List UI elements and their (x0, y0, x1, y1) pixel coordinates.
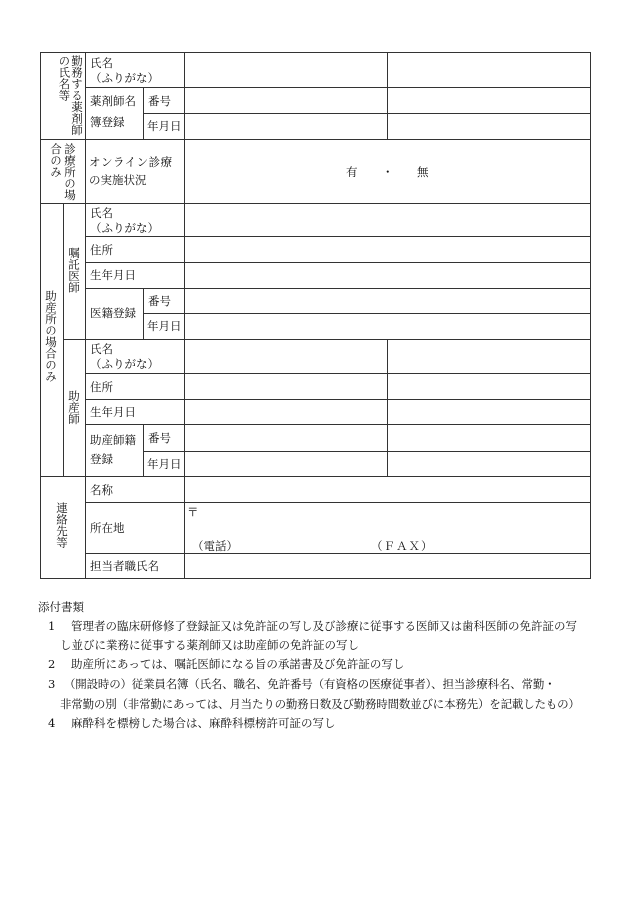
doctor-number-label: 番号 (148, 294, 171, 308)
option-yes[interactable]: 有 (346, 165, 358, 179)
option-separator: ・ (382, 165, 394, 179)
midwife-name-field-1[interactable] (185, 340, 387, 373)
contact-location-field[interactable] (185, 503, 590, 553)
doctor-section-label: 嘱託医師 (67, 247, 81, 293)
pharmacist-name-label: 氏名 (90, 56, 113, 70)
doctor-address-field[interactable] (185, 237, 590, 262)
contact-person-field[interactable] (185, 554, 590, 578)
midwife-section-label: 助産師 (67, 390, 81, 425)
contact-name-field[interactable] (185, 477, 590, 502)
pharmacist-number-field-1[interactable] (185, 88, 387, 113)
phone-label: （電話） (192, 539, 238, 553)
attachments-title: 添付書類 (38, 600, 84, 614)
online-clinic-label-2: の実施状況 (89, 173, 147, 187)
midwife-date-field-2[interactable] (388, 452, 590, 476)
online-clinic-label: オンライン診療 (89, 155, 173, 169)
pharmacist-name-field-1[interactable] (185, 53, 387, 87)
online-clinic-options[interactable] (185, 140, 590, 203)
doctor-date-label: 年月日 (147, 319, 182, 333)
midwife-birth-label: 生年月日 (90, 405, 136, 419)
midwife-number-field-2[interactable] (388, 425, 590, 451)
midwife-name-field-2[interactable] (388, 340, 590, 373)
pharmacist-number-label: 番号 (148, 94, 171, 108)
clinic-section-label: 診療所の場合のみ (49, 143, 77, 201)
midwife-registry-label-2: 登録 (90, 452, 113, 466)
pharmacist-name-kana: （ふりがな） (90, 71, 159, 85)
doctor-birth-label: 生年月日 (90, 268, 136, 282)
contact-name-label: 名称 (90, 483, 113, 497)
midwife-number-field-1[interactable] (185, 425, 387, 451)
doctor-name-field[interactable] (185, 204, 590, 236)
pharmacist-date-field-1[interactable] (185, 114, 387, 139)
pharmacist-registry-label: 薬剤師名 (90, 94, 136, 108)
midwife-address-field-1[interactable] (185, 374, 387, 399)
contact-person-label: 担当者職氏名 (90, 559, 159, 573)
pharmacist-date-field-2[interactable] (388, 114, 590, 139)
pharmacist-registry-label-2: 簿登録 (90, 115, 125, 129)
pharmacist-date-label: 年月日 (147, 119, 182, 133)
doctor-address-label: 住所 (90, 243, 113, 257)
contact-section-label: 連絡先等 (55, 502, 69, 548)
contact-location-label: 所在地 (90, 521, 125, 535)
pharmacist-number-field-2[interactable] (388, 88, 590, 113)
attachment-4-num: 4 (48, 716, 56, 730)
option-no[interactable]: 無 (417, 165, 429, 179)
pharmacist-name-field-2[interactable] (388, 53, 590, 87)
doctor-birth-field[interactable] (185, 263, 590, 288)
attachment-1-text: 管理者の臨床研修修了登録証又は免許証の写し及び診療に従事する医師又は歯科医師の免許証の写 (71, 619, 577, 633)
attachment-3-text-cont: 非常勤の別（非常勤にあっては、月当たりの勤務日数及び勤務時間数並びに本務先）を記載したもの） (60, 697, 580, 711)
attachment-2-text: 助産所にあっては、嘱託医師になる旨の承諾書及び免許証の写し (71, 657, 405, 671)
attachment-1-text-cont: し並びに業務に従事する薬剤師又は助産師の免許証の写し (60, 638, 359, 652)
doctor-name-kana: （ふりがな） (90, 221, 159, 235)
midwife-date-field-1[interactable] (185, 452, 387, 476)
attachment-1-num: 1 (48, 619, 56, 633)
midwife-date-label: 年月日 (147, 457, 182, 471)
doctor-number-field[interactable] (185, 289, 590, 313)
doctor-registry-label: 医籍登録 (90, 306, 136, 320)
fax-label: （ＦＡＸ） (371, 539, 434, 553)
midwife-number-label: 番号 (148, 431, 171, 445)
midwifery-section-label: 助産所の場合のみ (44, 290, 58, 382)
attachment-2-num: 2 (48, 657, 56, 671)
attachment-3-num: 3 (48, 677, 56, 691)
midwife-name-kana: （ふりがな） (90, 357, 159, 371)
midwife-birth-field-2[interactable] (388, 400, 590, 424)
midwife-registry-label: 助産師籍 (90, 433, 136, 447)
doctor-name-label: 氏名 (90, 206, 113, 220)
midwife-address-label: 住所 (90, 380, 113, 394)
attachment-4-text: 麻酔科を標榜した場合は、麻酔科標榜許可証の写し (71, 716, 336, 730)
midwife-name-label: 氏名 (90, 342, 113, 356)
postal-mark: 〒 (187, 505, 199, 519)
midwife-address-field-2[interactable] (388, 374, 590, 399)
pharmacist-section-label: 勤務する薬剤師の氏名等 (57, 55, 84, 136)
midwife-birth-field-1[interactable] (185, 400, 387, 424)
doctor-date-field[interactable] (185, 314, 590, 339)
attachment-3-text: （開設時の）従業員名簿（氏名、職名、免許番号（有資格の医療従事者）、担当診療科名、常勤・ (64, 677, 556, 691)
